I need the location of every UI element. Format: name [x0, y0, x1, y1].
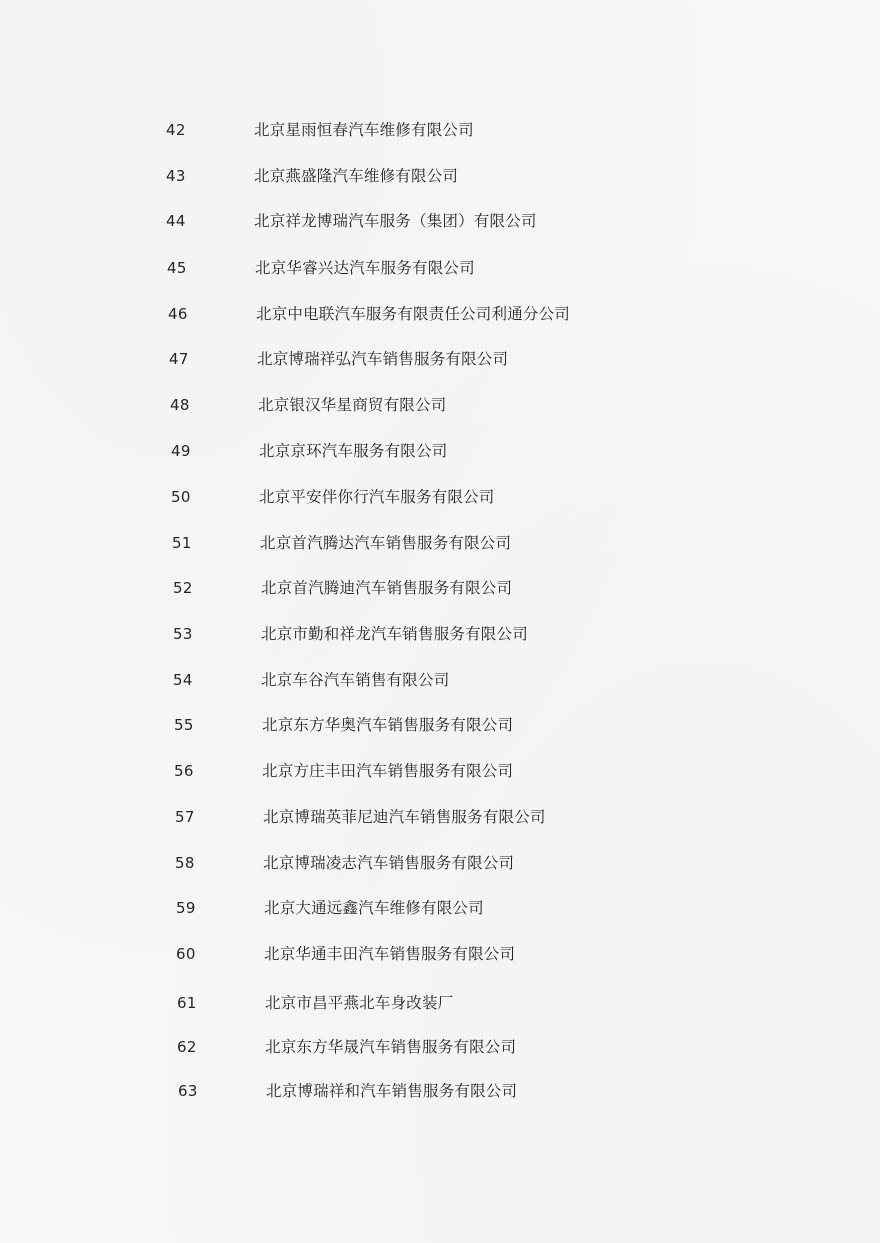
- company-name: 北京东方华奥汽车销售服务有限公司: [262, 716, 514, 734]
- company-name: 北京博瑞祥和汽车销售服务有限公司: [266, 1082, 518, 1100]
- list-item: [170, 393, 770, 417]
- list-item: [173, 576, 773, 600]
- list-item: [166, 164, 766, 188]
- company-name: 北京东方华晟汽车销售服务有限公司: [265, 1038, 517, 1056]
- company-name: 北京大通远鑫汽车维修有限公司: [264, 899, 484, 917]
- list-item: [172, 531, 772, 555]
- item-number: 63: [178, 1082, 198, 1100]
- company-name: 北京博瑞凌志汽车销售服务有限公司: [263, 854, 515, 872]
- item-number: 62: [177, 1038, 197, 1056]
- company-name: 北京市勤和祥龙汽车销售服务有限公司: [261, 625, 528, 643]
- company-name: 北京星雨恒春汽车维修有限公司: [254, 121, 474, 139]
- list-item: [171, 485, 771, 509]
- item-number: 47: [169, 350, 189, 368]
- list-item: [169, 347, 769, 371]
- company-name: 北京华通丰田汽车销售服务有限公司: [264, 945, 516, 963]
- item-number: 54: [173, 671, 193, 689]
- list-item: [166, 118, 766, 142]
- company-name: 北京首汽腾迪汽车销售服务有限公司: [261, 579, 513, 597]
- list-item: [175, 805, 775, 829]
- item-number: 43: [166, 167, 186, 185]
- item-number: 45: [167, 259, 187, 277]
- company-name: 北京博瑞祥弘汽车销售服务有限公司: [257, 350, 509, 368]
- list-item: [168, 302, 768, 326]
- list-item: [174, 759, 774, 783]
- item-number: 50: [171, 488, 191, 506]
- company-name: 北京京环汽车服务有限公司: [259, 442, 448, 460]
- company-name: 北京市昌平燕北车身改装厂: [265, 994, 454, 1012]
- list-item: [175, 851, 775, 875]
- item-number: 57: [175, 808, 195, 826]
- company-name: 北京平安伴你行汽车服务有限公司: [259, 488, 495, 506]
- list-item: [174, 713, 774, 737]
- list-item: [177, 1035, 777, 1059]
- item-number: 51: [172, 534, 192, 552]
- company-name: 北京首汽腾达汽车销售服务有限公司: [260, 534, 512, 552]
- company-name: 北京燕盛隆汽车维修有限公司: [254, 167, 459, 185]
- item-number: 55: [174, 716, 194, 734]
- company-name: 北京车谷汽车销售有限公司: [261, 671, 450, 689]
- item-number: 42: [166, 121, 186, 139]
- company-name: 北京银汉华星商贸有限公司: [258, 396, 447, 414]
- list-item: [173, 668, 773, 692]
- list-item: [177, 991, 777, 1015]
- list-item: [173, 622, 773, 646]
- item-number: 59: [176, 899, 196, 917]
- list-item: [166, 209, 766, 233]
- item-number: 44: [166, 212, 186, 230]
- item-number: 46: [168, 305, 188, 323]
- company-name: 北京祥龙博瑞汽车服务（集团）有限公司: [254, 212, 537, 230]
- item-number: 60: [176, 945, 196, 963]
- company-name: 北京博瑞英菲尼迪汽车销售服务有限公司: [263, 808, 546, 826]
- item-number: 61: [177, 994, 197, 1012]
- company-name: 北京华睿兴达汽车服务有限公司: [255, 259, 475, 277]
- item-number: 48: [170, 396, 190, 414]
- list-item: [167, 256, 767, 280]
- item-number: 56: [174, 762, 194, 780]
- item-number: 49: [171, 442, 191, 460]
- item-number: 52: [173, 579, 193, 597]
- item-number: 58: [175, 854, 195, 872]
- item-number: 53: [173, 625, 193, 643]
- company-name: 北京中电联汽车服务有限责任公司利通分公司: [256, 305, 571, 323]
- list-item: [176, 896, 776, 920]
- list-item: [178, 1079, 778, 1103]
- list-item: [176, 942, 776, 966]
- company-name: 北京方庄丰田汽车销售服务有限公司: [262, 762, 514, 780]
- list-item: [171, 439, 771, 463]
